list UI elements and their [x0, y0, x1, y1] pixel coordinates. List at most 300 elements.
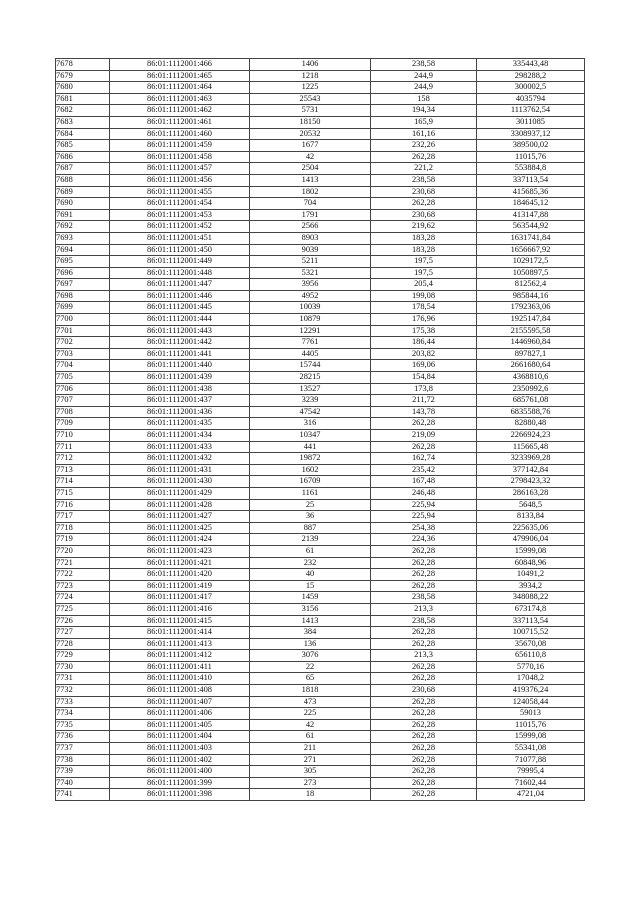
cadastral-value-cell: 286163,28: [477, 487, 585, 499]
area-cell: 1413: [250, 615, 371, 627]
cadastral-number-cell: 86:01:1112001:449: [110, 256, 250, 268]
row-number-cell: 7726: [56, 615, 110, 627]
row-number-cell: 7730: [56, 661, 110, 673]
area-cell: 887: [250, 522, 371, 534]
cadastral-number-cell: 86:01:1112001:462: [110, 105, 250, 117]
rate-cell: 262,28: [371, 557, 477, 569]
cadastral-number-cell: 86:01:1112001:415: [110, 615, 250, 627]
cadastral-value-cell: 2266924,23: [477, 430, 585, 442]
area-cell: 1225: [250, 82, 371, 94]
row-number-cell: 7707: [56, 395, 110, 407]
table-row: [56, 395, 585, 407]
area-cell: 28215: [250, 372, 371, 384]
table-row: [56, 279, 585, 291]
rate-cell: 235,42: [371, 464, 477, 476]
table-row: [56, 592, 585, 604]
table-row: [56, 430, 585, 442]
table-row: [56, 673, 585, 685]
table-row: [56, 453, 585, 465]
row-number-cell: 7740: [56, 777, 110, 789]
table-row: [56, 267, 585, 279]
area-cell: 42: [250, 151, 371, 163]
rate-cell: 262,28: [371, 638, 477, 650]
rate-cell: 262,28: [371, 580, 477, 592]
row-number-cell: 7737: [56, 743, 110, 755]
area-cell: 1413: [250, 174, 371, 186]
table-row: [56, 70, 585, 82]
cadastral-number-cell: 86:01:1112001:445: [110, 302, 250, 314]
table-row: [56, 441, 585, 453]
cadastral-value-cell: 59013: [477, 708, 585, 720]
rate-cell: 183,28: [371, 244, 477, 256]
area-cell: 10039: [250, 302, 371, 314]
cadastral-value-cell: 479906,04: [477, 534, 585, 546]
rate-cell: 230,68: [371, 186, 477, 198]
area-cell: 225: [250, 708, 371, 720]
cadastral-value-cell: 413147,88: [477, 209, 585, 221]
row-number-cell: 7705: [56, 372, 110, 384]
rate-cell: 262,28: [371, 627, 477, 639]
cadastral-value-cell: 1050897,5: [477, 267, 585, 279]
area-cell: 1459: [250, 592, 371, 604]
table-row: [56, 244, 585, 256]
cadastral-value-cell: 3233969,28: [477, 453, 585, 465]
cadastral-value-cell: 4368810,6: [477, 372, 585, 384]
rate-cell: 224,36: [371, 534, 477, 546]
cadastral-number-cell: 86:01:1112001:458: [110, 151, 250, 163]
row-number-cell: 7698: [56, 290, 110, 302]
table-row: [56, 522, 585, 534]
row-number-cell: 7681: [56, 93, 110, 105]
rate-cell: 158: [371, 93, 477, 105]
cadastral-number-cell: 86:01:1112001:407: [110, 696, 250, 708]
area-cell: 9039: [250, 244, 371, 256]
area-cell: 15744: [250, 360, 371, 372]
rate-cell: 238,58: [371, 615, 477, 627]
table-row: [56, 348, 585, 360]
row-number-cell: 7729: [56, 650, 110, 662]
rate-cell: 199,08: [371, 290, 477, 302]
cadastral-number-cell: 86:01:1112001:443: [110, 325, 250, 337]
rate-cell: 262,28: [371, 198, 477, 210]
area-cell: 5321: [250, 267, 371, 279]
row-number-cell: 7678: [56, 59, 110, 71]
table-row: [56, 476, 585, 488]
cadastral-value-cell: 17048,2: [477, 673, 585, 685]
area-cell: 65: [250, 673, 371, 685]
table-row: [56, 754, 585, 766]
cadastral-number-cell: 86:01:1112001:410: [110, 673, 250, 685]
table-row: [56, 82, 585, 94]
row-number-cell: 7680: [56, 82, 110, 94]
cadastral-value-cell: 82880,48: [477, 418, 585, 430]
rate-cell: 230,68: [371, 209, 477, 221]
table-row: [56, 511, 585, 523]
table-row: [56, 499, 585, 511]
row-number-cell: 7684: [56, 128, 110, 140]
cadastral-number-cell: 86:01:1112001:457: [110, 163, 250, 175]
row-number-cell: 7714: [56, 476, 110, 488]
row-number-cell: 7693: [56, 232, 110, 244]
row-number-cell: 7710: [56, 430, 110, 442]
area-cell: 1161: [250, 487, 371, 499]
row-number-cell: 7690: [56, 198, 110, 210]
cadastral-value-cell: 389500,02: [477, 140, 585, 152]
cadastral-value-cell: 3308937,12: [477, 128, 585, 140]
cadastral-number-cell: 86:01:1112001:429: [110, 487, 250, 499]
area-cell: 12291: [250, 325, 371, 337]
rate-cell: 254,38: [371, 522, 477, 534]
table-row: [56, 314, 585, 326]
table-row: [56, 534, 585, 546]
rate-cell: 197,5: [371, 267, 477, 279]
area-cell: 2504: [250, 163, 371, 175]
row-number-cell: 7703: [56, 348, 110, 360]
row-number-cell: 7696: [56, 267, 110, 279]
table-row: [56, 406, 585, 418]
cadastral-number-cell: 86:01:1112001:452: [110, 221, 250, 233]
area-cell: 232: [250, 557, 371, 569]
cadastral-value-cell: 1656667,92: [477, 244, 585, 256]
table-row: [56, 128, 585, 140]
cadastral-value-cell: 115665,48: [477, 441, 585, 453]
area-cell: 1602: [250, 464, 371, 476]
area-cell: 3076: [250, 650, 371, 662]
table-row: [56, 545, 585, 557]
cadastral-value-cell: 553884,8: [477, 163, 585, 175]
cadastral-number-cell: 86:01:1112001:399: [110, 777, 250, 789]
cadastral-value-cell: 79995,4: [477, 766, 585, 778]
row-number-cell: 7699: [56, 302, 110, 314]
area-cell: 3956: [250, 279, 371, 291]
row-number-cell: 7704: [56, 360, 110, 372]
area-cell: 13527: [250, 383, 371, 395]
cadastral-number-cell: 86:01:1112001:460: [110, 128, 250, 140]
cadastral-value-cell: 71602,44: [477, 777, 585, 789]
rate-cell: 186,44: [371, 337, 477, 349]
table-row: [56, 627, 585, 639]
row-number-cell: 7727: [56, 627, 110, 639]
rate-cell: 161,16: [371, 128, 477, 140]
cadastral-value-cell: 1925147,84: [477, 314, 585, 326]
rate-cell: 238,58: [371, 592, 477, 604]
rate-cell: 203,82: [371, 348, 477, 360]
rate-cell: 211,72: [371, 395, 477, 407]
table-row: [56, 174, 585, 186]
row-number-cell: 7695: [56, 256, 110, 268]
cadastral-value-cell: 337113,54: [477, 174, 585, 186]
row-number-cell: 7720: [56, 545, 110, 557]
area-cell: 211: [250, 743, 371, 755]
cadastral-value-cell: 4035794: [477, 93, 585, 105]
table-row: [56, 731, 585, 743]
table-row: [56, 569, 585, 581]
cadastral-number-cell: 86:01:1112001:430: [110, 476, 250, 488]
area-cell: 473: [250, 696, 371, 708]
rate-cell: 262,28: [371, 673, 477, 685]
cadastral-value-cell: 5770,16: [477, 661, 585, 673]
rate-cell: 225,94: [371, 499, 477, 511]
area-cell: 15: [250, 580, 371, 592]
cadastral-value-cell: 11015,76: [477, 151, 585, 163]
row-number-cell: 7721: [56, 557, 110, 569]
cadastral-number-cell: 86:01:1112001:406: [110, 708, 250, 720]
row-number-cell: 7688: [56, 174, 110, 186]
rate-cell: 194,34: [371, 105, 477, 117]
rate-cell: 262,28: [371, 731, 477, 743]
cadastral-value-cell: 184645,12: [477, 198, 585, 210]
cadastral-number-cell: 86:01:1112001:404: [110, 731, 250, 743]
rate-cell: 262,28: [371, 777, 477, 789]
rate-cell: 143,78: [371, 406, 477, 418]
area-cell: 1218: [250, 70, 371, 82]
cadastral-number-cell: 86:01:1112001:434: [110, 430, 250, 442]
table-row: [56, 603, 585, 615]
rate-cell: 262,28: [371, 569, 477, 581]
area-cell: 16709: [250, 476, 371, 488]
row-number-cell: 7709: [56, 418, 110, 430]
table-row: [56, 661, 585, 673]
row-number-cell: 7712: [56, 453, 110, 465]
area-cell: 1802: [250, 186, 371, 198]
cadastral-number-cell: 86:01:1112001:417: [110, 592, 250, 604]
row-number-cell: 7718: [56, 522, 110, 534]
table-row: [56, 290, 585, 302]
cadastral-number-cell: 86:01:1112001:459: [110, 140, 250, 152]
cadastral-value-cell: 298288,2: [477, 70, 585, 82]
area-cell: 20532: [250, 128, 371, 140]
cadastral-number-cell: 86:01:1112001:464: [110, 82, 250, 94]
rate-cell: 213,3: [371, 650, 477, 662]
cadastral-value-cell: 1446960,84: [477, 337, 585, 349]
area-cell: 305: [250, 766, 371, 778]
cadastral-number-cell: 86:01:1112001:450: [110, 244, 250, 256]
row-number-cell: 7739: [56, 766, 110, 778]
table-row: [56, 221, 585, 233]
rate-cell: 246,48: [371, 487, 477, 499]
area-cell: 3156: [250, 603, 371, 615]
table-row: [56, 696, 585, 708]
row-number-cell: 7741: [56, 789, 110, 801]
cadastral-value-cell: 3011085: [477, 116, 585, 128]
table-row: [56, 685, 585, 697]
area-cell: 3239: [250, 395, 371, 407]
row-number-cell: 7724: [56, 592, 110, 604]
row-number-cell: 7687: [56, 163, 110, 175]
cadastral-number-cell: 86:01:1112001:441: [110, 348, 250, 360]
cadastral-number-cell: 86:01:1112001:420: [110, 569, 250, 581]
cadastral-number-cell: 86:01:1112001:453: [110, 209, 250, 221]
cadastral-number-cell: 86:01:1112001:454: [110, 198, 250, 210]
table-row: [56, 708, 585, 720]
cadastral-value-cell: 2661680,64: [477, 360, 585, 372]
table-row: [56, 302, 585, 314]
cadastral-value-cell: 124058,44: [477, 696, 585, 708]
cadastral-value-cell: 1113762,54: [477, 105, 585, 117]
cadastral-value-cell: 10491,2: [477, 569, 585, 581]
area-cell: 5211: [250, 256, 371, 268]
area-cell: 4405: [250, 348, 371, 360]
table-row: [56, 580, 585, 592]
area-cell: 704: [250, 198, 371, 210]
cadastral-number-cell: 86:01:1112001:444: [110, 314, 250, 326]
row-number-cell: 7679: [56, 70, 110, 82]
cadastral-value-cell: 1029172,5: [477, 256, 585, 268]
area-cell: 2566: [250, 221, 371, 233]
table-row: [56, 766, 585, 778]
cadastral-value-cell: 377142,84: [477, 464, 585, 476]
area-cell: 316: [250, 418, 371, 430]
rate-cell: 238,58: [371, 174, 477, 186]
cadastral-number-cell: 86:01:1112001:442: [110, 337, 250, 349]
rate-cell: 262,28: [371, 719, 477, 731]
area-cell: 5731: [250, 105, 371, 117]
cadastral-number-cell: 86:01:1112001:440: [110, 360, 250, 372]
row-number-cell: 7738: [56, 754, 110, 766]
area-cell: 61: [250, 545, 371, 557]
table-row: [56, 105, 585, 117]
area-cell: 1791: [250, 209, 371, 221]
cadastral-number-cell: 86:01:1112001:466: [110, 59, 250, 71]
row-number-cell: 7719: [56, 534, 110, 546]
cadastral-value-cell: 15999,08: [477, 545, 585, 557]
rate-cell: 169,06: [371, 360, 477, 372]
cadastral-number-cell: 86:01:1112001:437: [110, 395, 250, 407]
rate-cell: 262,28: [371, 151, 477, 163]
cadastral-number-cell: 86:01:1112001:448: [110, 267, 250, 279]
cadastral-value-cell: 2798423,32: [477, 476, 585, 488]
cadastral-value-cell: 3934,2: [477, 580, 585, 592]
cadastral-value-cell: 1631741,84: [477, 232, 585, 244]
table-row: [56, 789, 585, 801]
area-cell: 441: [250, 441, 371, 453]
table-row: [56, 198, 585, 210]
cadastral-number-cell: 86:01:1112001:405: [110, 719, 250, 731]
table-row: [56, 638, 585, 650]
cadastral-value-cell: 5648,5: [477, 499, 585, 511]
rate-cell: 219,62: [371, 221, 477, 233]
cadastral-value-cell: 415685,36: [477, 186, 585, 198]
row-number-cell: 7685: [56, 140, 110, 152]
row-number-cell: 7736: [56, 731, 110, 743]
cadastral-number-cell: 86:01:1112001:398: [110, 789, 250, 801]
table-row: [56, 372, 585, 384]
row-number-cell: 7691: [56, 209, 110, 221]
area-cell: 22: [250, 661, 371, 673]
area-cell: 1677: [250, 140, 371, 152]
table-row: [56, 59, 585, 71]
cadastral-value-cell: 2350992,6: [477, 383, 585, 395]
cadastral-number-cell: 86:01:1112001:419: [110, 580, 250, 592]
cadastral-value-cell: 335443,48: [477, 59, 585, 71]
cadastral-value-cell: 897827,1: [477, 348, 585, 360]
area-cell: 10347: [250, 430, 371, 442]
cadastral-number-cell: 86:01:1112001:436: [110, 406, 250, 418]
row-number-cell: 7735: [56, 719, 110, 731]
rate-cell: 262,28: [371, 708, 477, 720]
table-row: [56, 418, 585, 430]
cadastral-number-cell: 86:01:1112001:438: [110, 383, 250, 395]
area-cell: 25543: [250, 93, 371, 105]
rate-cell: 262,28: [371, 766, 477, 778]
table-row: [56, 464, 585, 476]
row-number-cell: 7732: [56, 685, 110, 697]
area-cell: 2139: [250, 534, 371, 546]
cadastral-value-cell: 685761,08: [477, 395, 585, 407]
rate-cell: 167,48: [371, 476, 477, 488]
row-number-cell: 7731: [56, 673, 110, 685]
table-row: [56, 615, 585, 627]
rate-cell: 230,68: [371, 685, 477, 697]
cadastral-value-cell: 337113,54: [477, 615, 585, 627]
rate-cell: 178,54: [371, 302, 477, 314]
cadastral-number-cell: 86:01:1112001:439: [110, 372, 250, 384]
cadastral-value-cell: 60848,96: [477, 557, 585, 569]
row-number-cell: 7708: [56, 406, 110, 418]
table-row: [56, 337, 585, 349]
cadastral-value-cell: 348088,22: [477, 592, 585, 604]
cadastral-number-cell: 86:01:1112001:433: [110, 441, 250, 453]
table-row: [56, 383, 585, 395]
row-number-cell: 7716: [56, 499, 110, 511]
row-number-cell: 7686: [56, 151, 110, 163]
rate-cell: 262,28: [371, 754, 477, 766]
rate-cell: 238,58: [371, 59, 477, 71]
area-cell: 273: [250, 777, 371, 789]
row-number-cell: 7701: [56, 325, 110, 337]
table-row: [56, 650, 585, 662]
cadastral-number-cell: 86:01:1112001:456: [110, 174, 250, 186]
table-row: [56, 93, 585, 105]
cadastral-number-cell: 86:01:1112001:421: [110, 557, 250, 569]
table-row: [56, 360, 585, 372]
row-number-cell: 7722: [56, 569, 110, 581]
table-row: [56, 209, 585, 221]
row-number-cell: 7725: [56, 603, 110, 615]
cadastral-value-cell: 673174,8: [477, 603, 585, 615]
cadastral-number-cell: 86:01:1112001:447: [110, 279, 250, 291]
area-cell: 61: [250, 731, 371, 743]
cadastral-value-cell: 4721,04: [477, 789, 585, 801]
row-number-cell: 7733: [56, 696, 110, 708]
cadastral-number-cell: 86:01:1112001:425: [110, 522, 250, 534]
rate-cell: 262,28: [371, 743, 477, 755]
rate-cell: 154,84: [371, 372, 477, 384]
area-cell: 18150: [250, 116, 371, 128]
cadastral-value-cell: 1792363,06: [477, 302, 585, 314]
row-number-cell: 7682: [56, 105, 110, 117]
cadastral-value-table: [55, 58, 585, 801]
rate-cell: 262,28: [371, 789, 477, 801]
rate-cell: 244,9: [371, 82, 477, 94]
area-cell: 4952: [250, 290, 371, 302]
cadastral-number-cell: 86:01:1112001:428: [110, 499, 250, 511]
row-number-cell: 7697: [56, 279, 110, 291]
cadastral-number-cell: 86:01:1112001:455: [110, 186, 250, 198]
row-number-cell: 7689: [56, 186, 110, 198]
table-row: [56, 140, 585, 152]
rate-cell: 213,3: [371, 603, 477, 615]
row-number-cell: 7713: [56, 464, 110, 476]
area-cell: 36: [250, 511, 371, 523]
rate-cell: 162,74: [371, 453, 477, 465]
area-cell: 10879: [250, 314, 371, 326]
table-body: [56, 59, 585, 801]
rate-cell: 221,2: [371, 163, 477, 175]
cadastral-number-cell: 86:01:1112001:463: [110, 93, 250, 105]
rate-cell: 165,9: [371, 116, 477, 128]
cadastral-value-cell: 419376,24: [477, 685, 585, 697]
